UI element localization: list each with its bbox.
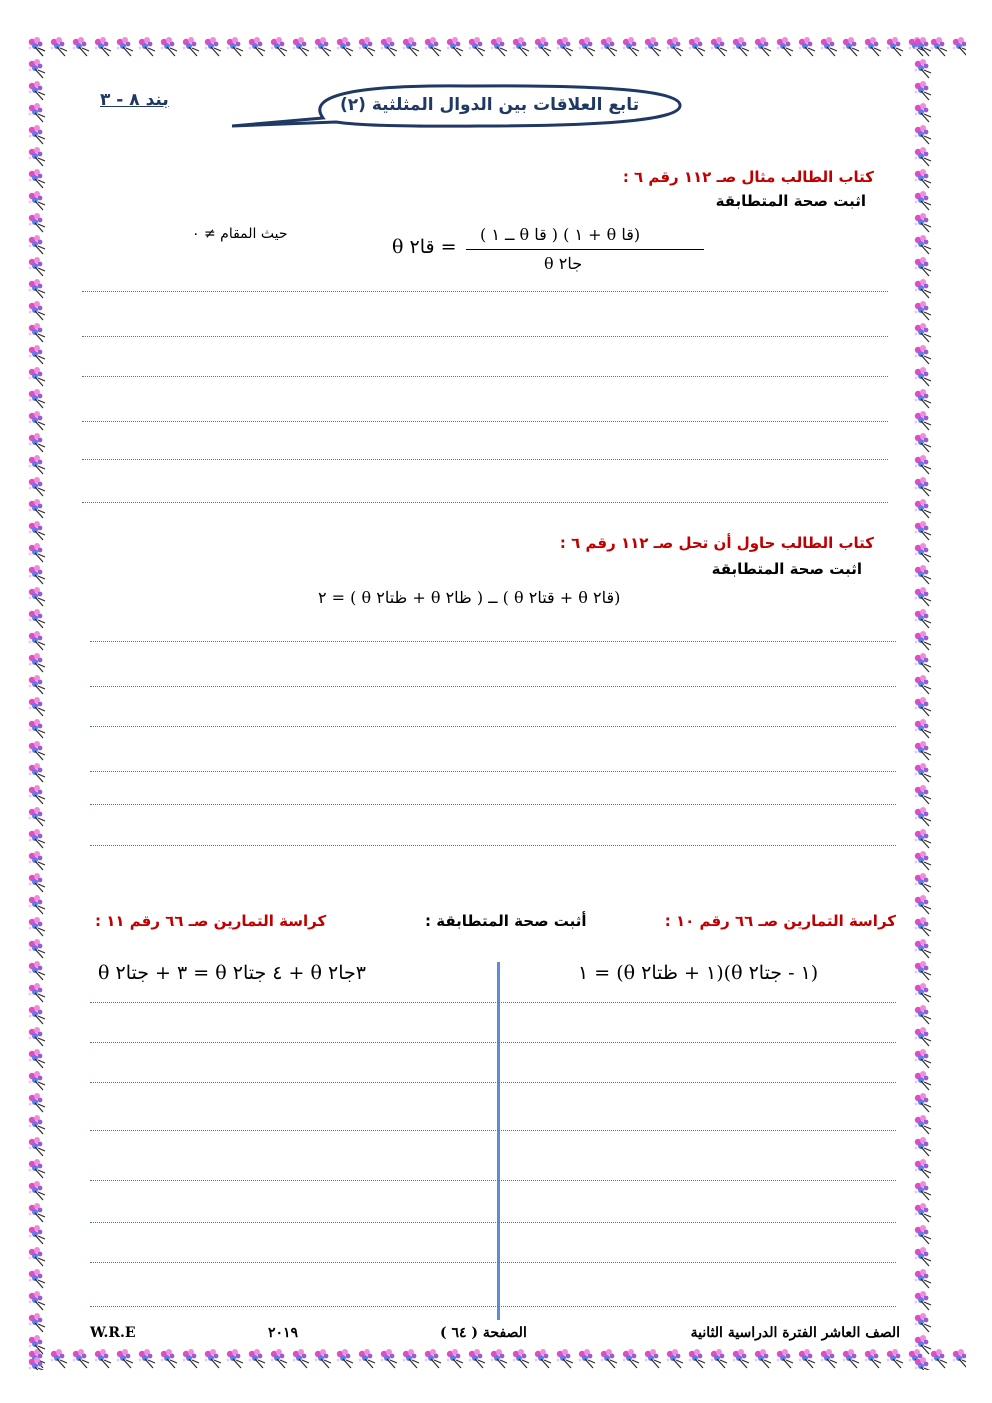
- fraction-bar: [466, 249, 704, 250]
- flower-border-left: [26, 36, 48, 1370]
- answer-line: [90, 686, 896, 687]
- exercise11-identity: ٣جا٢ θ + ٤ جتا٢ θ = ٣ + جتا٢ θ: [98, 962, 366, 984]
- answer-line: [90, 1042, 896, 1043]
- answer-line: [82, 291, 888, 292]
- example1-instruction: اثبت صحة المتطابقة: [715, 192, 866, 210]
- example1-numerator: (قا θ + ١ ) ( قا θ ــ ١ ): [480, 225, 641, 244]
- exercise10-identity: (١ - جتا٢ θ)(١ + ظتا٢ θ) = ١: [578, 962, 819, 984]
- example2-heading: كتاب الطالب حاول أن تحل صـ ١١٢ رقم ٦ :: [559, 534, 874, 552]
- footer-year: ٢٠١٩: [268, 1325, 299, 1341]
- answer-line: [90, 1262, 896, 1263]
- answer-line: [82, 459, 888, 460]
- example1-condition: حيث المقام ≠ ٠: [192, 226, 288, 242]
- example1-heading: كتاب الطالب مثال صـ ١١٢ رقم ٦ :: [622, 168, 874, 186]
- example2-instruction: اثبت صحة المتطابقة: [711, 560, 862, 578]
- flower-border-top: [26, 36, 966, 58]
- answer-line: [82, 376, 888, 377]
- answer-line: [90, 771, 896, 772]
- example1-rhs: = قا٢ θ: [392, 236, 457, 258]
- answer-line: [82, 336, 888, 337]
- exercises-instruction: أثبت صحة المتطابقة :: [425, 912, 587, 930]
- column-divider: [497, 962, 500, 1320]
- answer-line: [90, 1222, 896, 1223]
- footer-grade: الصف العاشر الفترة الدراسية الثانية: [690, 1325, 900, 1341]
- example1-denominator: جا٢ θ: [544, 254, 583, 273]
- answer-line: [82, 502, 888, 503]
- example2-identity: (قا٢ θ + قتا٢ θ ) ــ ( ظا٢ θ + ظتا٢ θ ) = ٢: [318, 588, 621, 607]
- answer-line: [90, 845, 896, 846]
- footer-page-number: الصفحة ( ٦٤ ): [440, 1325, 527, 1341]
- exercise10-heading: كراسة التمارين صـ ٦٦ رقم ١٠ :: [664, 912, 896, 930]
- answer-line: [90, 641, 896, 642]
- answer-line: [90, 804, 896, 805]
- answer-line: [90, 726, 896, 727]
- answer-line: [90, 1002, 896, 1003]
- footer-author: W.R.E: [90, 1325, 136, 1341]
- exercise11-heading: كراسة التمارين صـ ٦٦ رقم ١١ :: [95, 912, 327, 930]
- answer-line: [90, 1306, 896, 1307]
- flower-border-bottom: [26, 1348, 966, 1370]
- answer-line: [90, 1180, 896, 1181]
- section-tag: بند ٨ - ٣: [100, 90, 169, 110]
- page-title: تابع العلاقات بين الدوال المثلثية (٢): [340, 95, 640, 115]
- answer-line: [90, 1130, 896, 1131]
- answer-line: [90, 1082, 896, 1083]
- answer-line: [82, 421, 888, 422]
- flower-border-right: [912, 36, 934, 1370]
